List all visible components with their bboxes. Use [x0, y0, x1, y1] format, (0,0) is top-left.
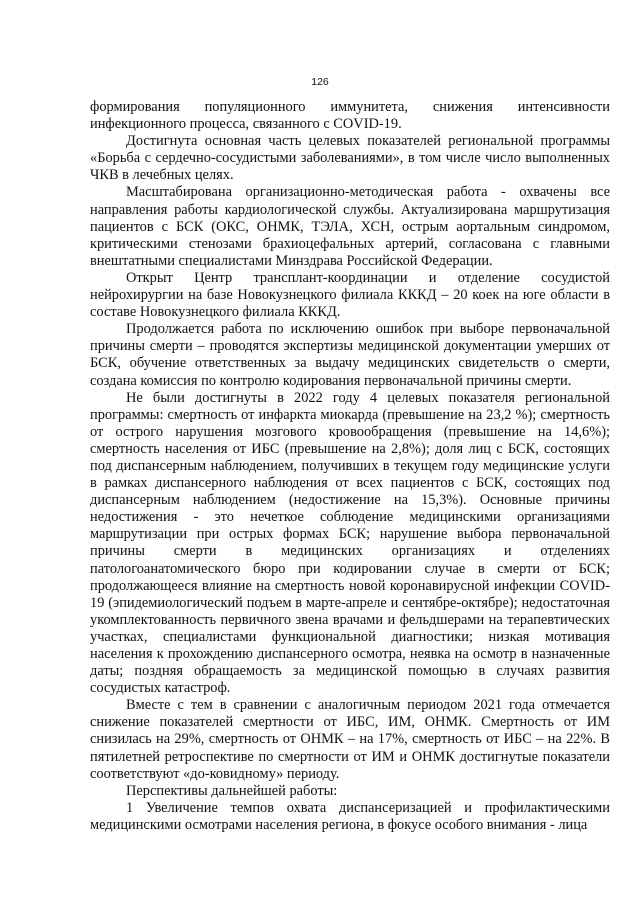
- paragraph-methodological-work: Масштабирована организационно-методическая работа - охвачены все направления работы кардиологической службы. Актуализирована маршрутизация пациентов с БСК (ОКС, ОНМК, ТЭЛА, ХСН, острым аортальным синдромом, критическими стенозами брахиоцефальных артерий, согласована с главными внештатными специалистами Минздрава Российской Федерации.: [90, 184, 610, 269]
- document-body: [90, 99, 610, 834]
- paragraph-prospects-heading: Перспективы дальнейшей работы:: [126, 782, 338, 799]
- paragraph-program-targets: Достигнута основная часть целевых показателей региональной программы «Борьба с сердечно-сосудистыми заболеваниями», в том числе число выполненных ЧКВ в лечебных целях.: [90, 133, 610, 184]
- paragraph-unmet-targets: Не были достигнуты в 2022 году 4 целевых показателя региональной программы: смертность от инфаркта миокарда (превышение на 23,2 %); смертность от острого нарушения мозгового кровообращения (превышение на 14,6%); смертность населения от ИБС (превышение на 2,8%); доля лиц с БСК, состоящих под диспансерным наблюдением, получивших в текущем году медицинские услуги в рамках диспансерного наблюдения от всех пациентов с БСК, состоящих под диспансерным наблюдением (недостижение на 15,3%). Основные причины недостижения - это нечеткое соблюдение медицинскими организациями маршрутизации при острых формах БСК; нарушение выбора первоначальной причины смерти в медицинских организациях и отделениях патологоанатомического бюро при кодировании случае в смерти от БСК; продолжающееся влияние на смертность новой коронавирусной инфекции COVID-19 (эпидемиологический подъем в марте-апреле и сентябре-октябре); недостаточная укомплектованность первичного звена врачами и фельдшерами на терапевтических участках, специалистами функциональной диагностики; низкая мотивация населения к прохождению диспансерного осмотра, неявка на осмотр в назначенные даты; поздняя обращаемость за медицинской помощью в случаях развития сосудистых катастроф.: [90, 389, 610, 697]
- paragraph-prospects-item-1: 1 Увеличение темпов охвата диспансеризацией и профилактическими медицинскими осмотрами населения региона, в фокусе особого внимания - лица: [90, 799, 610, 833]
- page-number: 126: [311, 76, 329, 88]
- paragraph-transplant-center: Открыт Центр трансплант-координации и отделение сосудистой нейрохирургии на базе Новокузнецкого филиала КККД – 20 коек на юге области в составе Новокузнецкого филиала КККД.: [90, 269, 610, 321]
- paragraph-continuation: формирования популяционного иммунитета, снижения интенсивности инфекционного процесса, связанного с COVID-19.: [90, 99, 610, 133]
- paragraph-death-cause-errors: Продолжается работа по исключению ошибок при выборе первоначальной причины смерти – проводятся экспертизы медицинской документации умерших от БСК, обучение ответственных за выдачу медицинских свидетельств о смерти, создана комиссия по контролю кодирования первоначальной причины смерти.: [90, 321, 610, 389]
- paragraph-mortality-decrease: Вместе с тем в сравнении с аналогичным периодом 2021 года отмечается снижение показателей смертности от ИБС, ИМ, ОНМК. Смертность от ИМ снизилась на 29%, смертность от ОНМК – на 17%, смертность от ИБС – на 22%. В пятилетней ретроспективе по смертности от ИМ и ОНМК достигнутые показатели соответствуют «до-ковидному» периоду.: [90, 697, 610, 782]
